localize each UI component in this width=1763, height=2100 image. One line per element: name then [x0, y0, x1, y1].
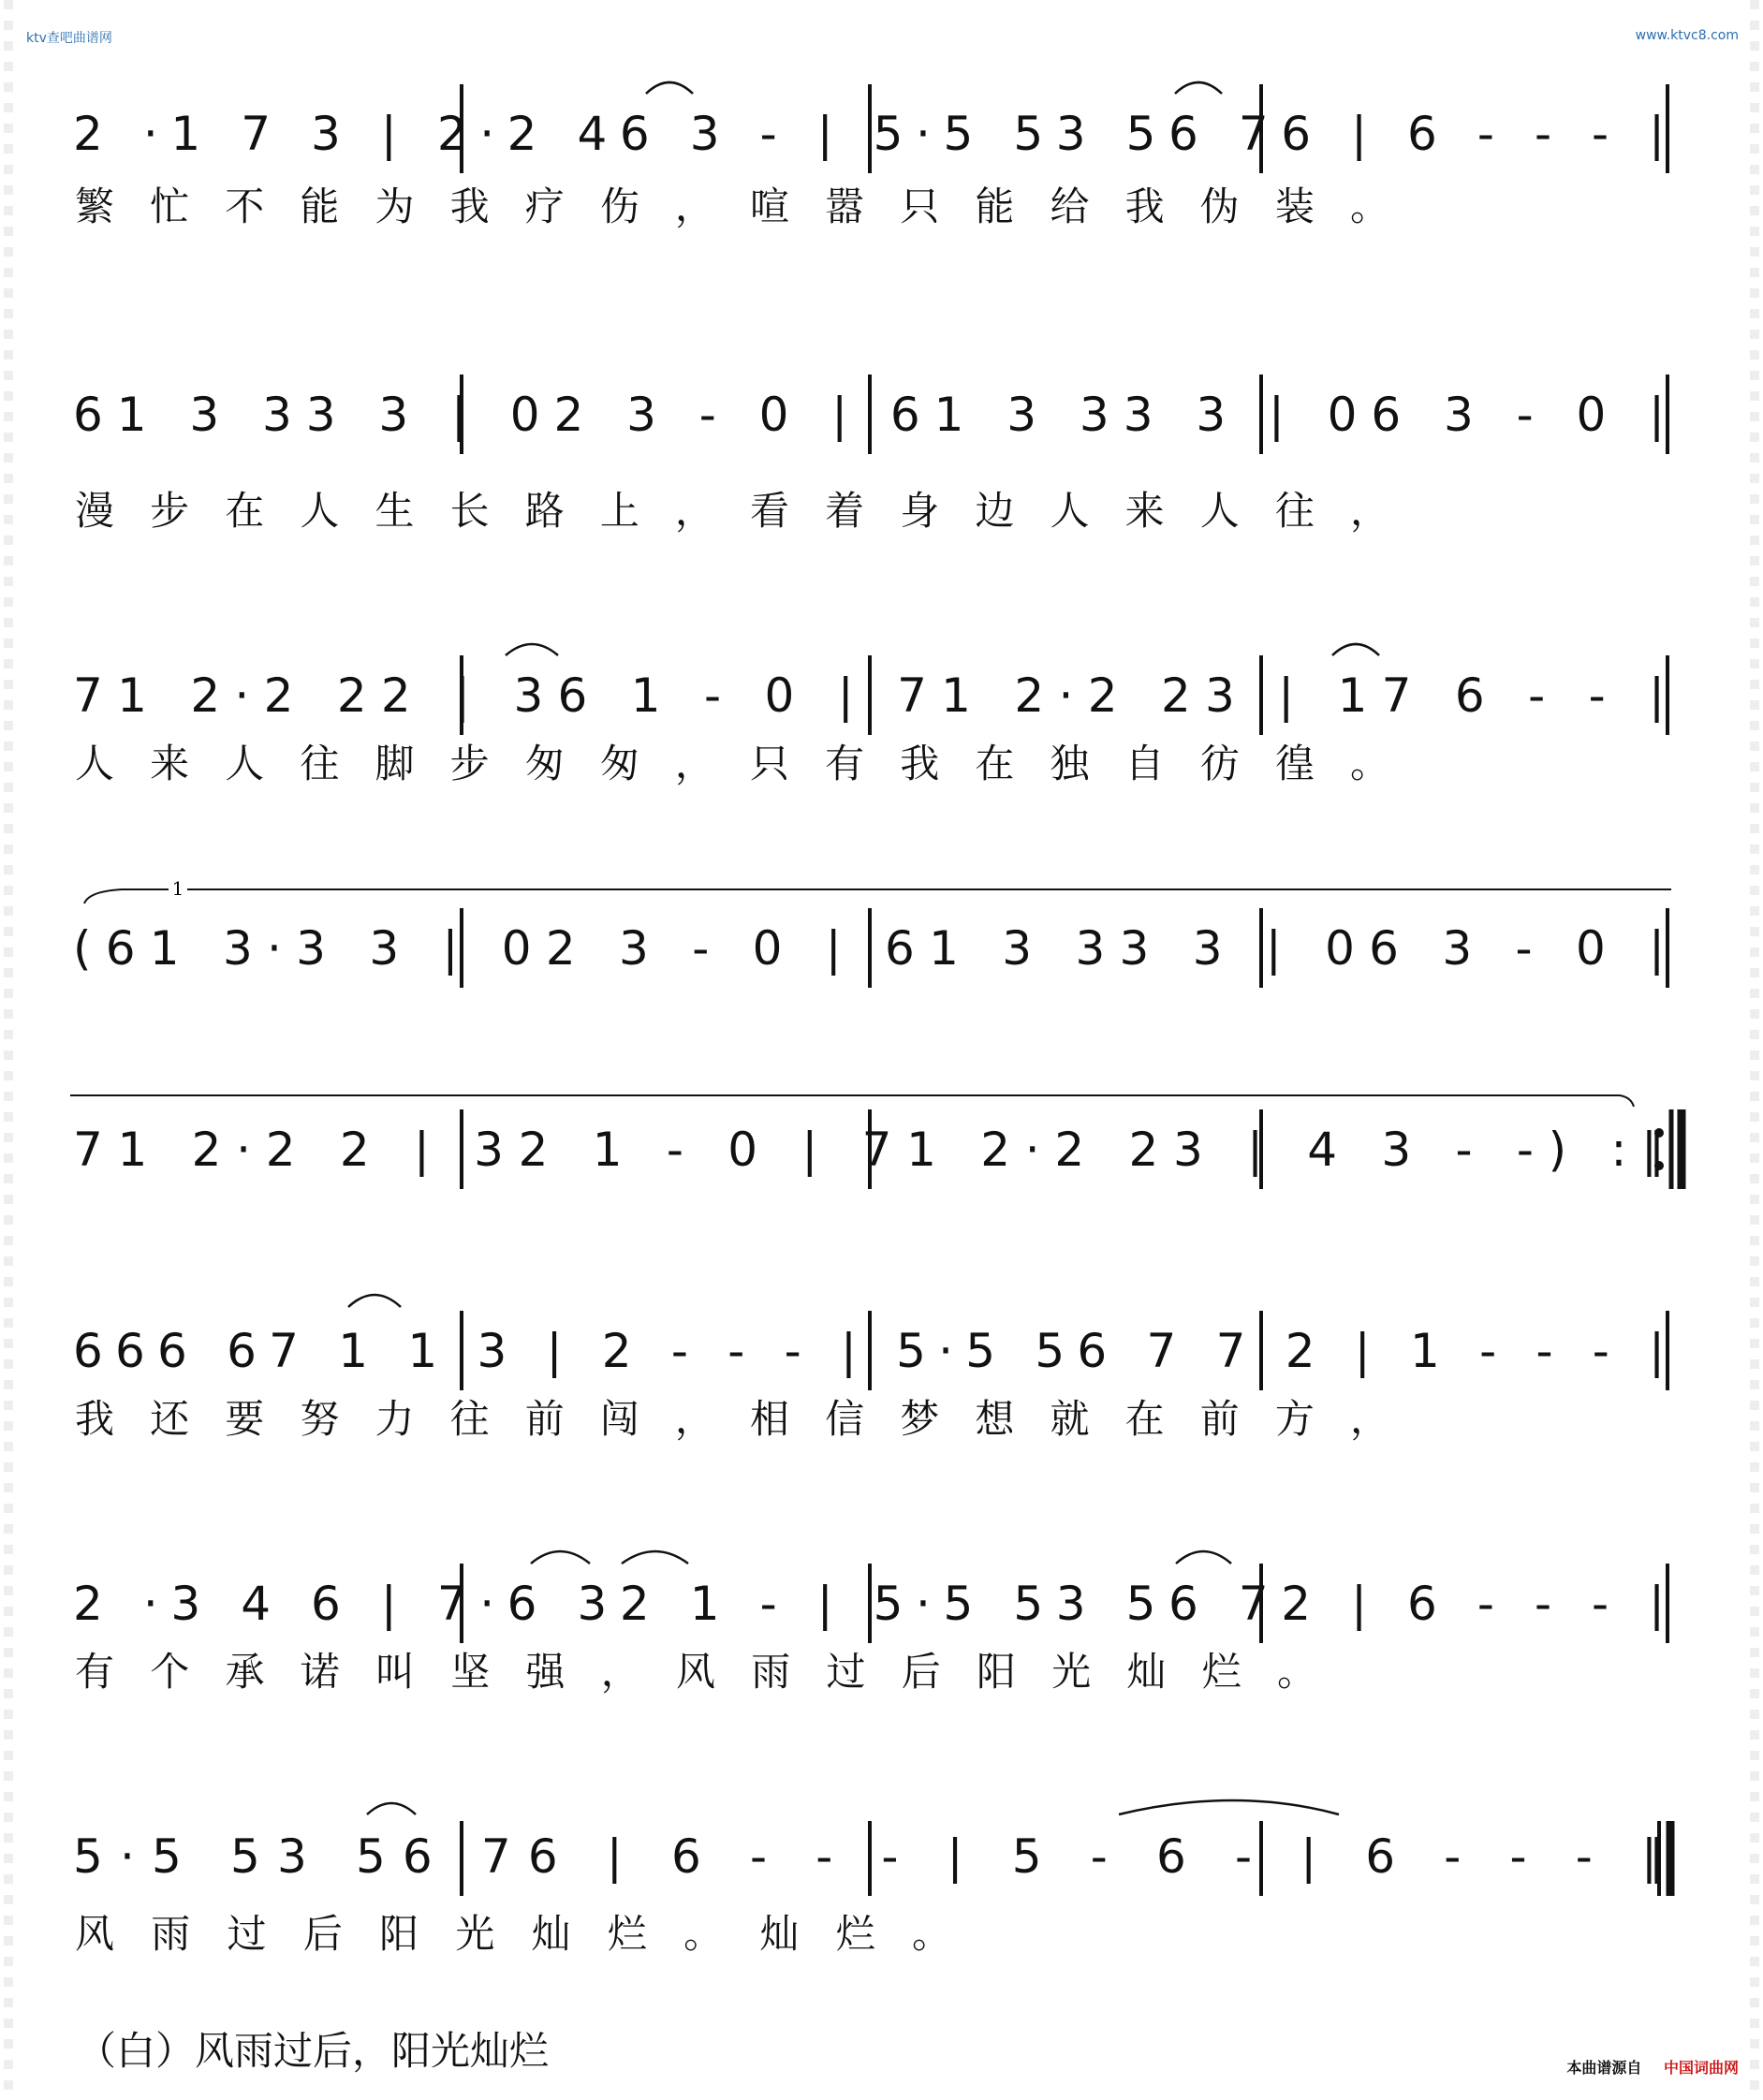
- notation-row: 2 ·1 7 3 | 2·2 46 3 - | 5·5 53 56 76 | 6 - - - |: [73, 107, 1665, 161]
- lyric-row: 繁忙不能为我疗伤，喧嚣只能给我伪装。: [75, 184, 1389, 229]
- spoken-line: （白）风雨过后，阳光灿烂: [77, 2028, 550, 2074]
- footer: [1566, 2056, 1739, 2078]
- lyric-row: 风雨过后阳光灿烂。灿烂。: [75, 1911, 951, 1957]
- notation-row: 2 ·3 4 6 | 7·6 32 1 - | 5·5 53 56 72 | 6 - - - |: [73, 1577, 1665, 1631]
- source-site: 中国词曲网: [1663, 2059, 1739, 2077]
- source-label: 本曲谱源自: [1566, 2059, 1642, 2077]
- volta-number: 1: [171, 877, 184, 900]
- lyric-row: 我还要努力往前闯，相信梦想就在前方，: [75, 1396, 1389, 1442]
- lyric-row: 漫步在人生长路上，看着身边人来人往，: [75, 488, 1389, 534]
- lyric-rows: [75, 184, 1389, 1957]
- notation-row: (61 3·3 3 | 02 3 - 0 | 61 3 33 3 | 06 3 - 0 |: [73, 921, 1665, 976]
- notation-row: 61 3 33 3 | 02 3 - 0 | 61 3 33 3 | 06 3 - 0 |: [73, 388, 1665, 442]
- notation-row: 666 67 1 1 3 | 2 - - - | 5·5 56 7 7 2 | 1 - - - |: [73, 1324, 1665, 1378]
- notation-row: 5·5 53 56 76 | 6 - - - | 5 - 6 - | 6 - - - ‖: [73, 1829, 1666, 1884]
- lyric-row: 人来人往脚步匆匆，只有我在独自彷徨。: [75, 741, 1389, 786]
- watermark-left: ktv查吧曲谱网: [26, 31, 112, 46]
- lyric-row: 有个承诺叫坚强，风雨过后阳光灿烂。: [75, 1649, 1316, 1695]
- notation-row: 71 2·2 22 | 36 1 - 0 | 71 2·2 23 | 17 6 - - |: [73, 668, 1665, 723]
- notation-row: 71 2·2 2 | 32 1 - 0 | 71 2·2 23 | 4 3 - -) :‖: [73, 1123, 1665, 1177]
- watermark-right: www.ktvc8.com: [1635, 28, 1739, 43]
